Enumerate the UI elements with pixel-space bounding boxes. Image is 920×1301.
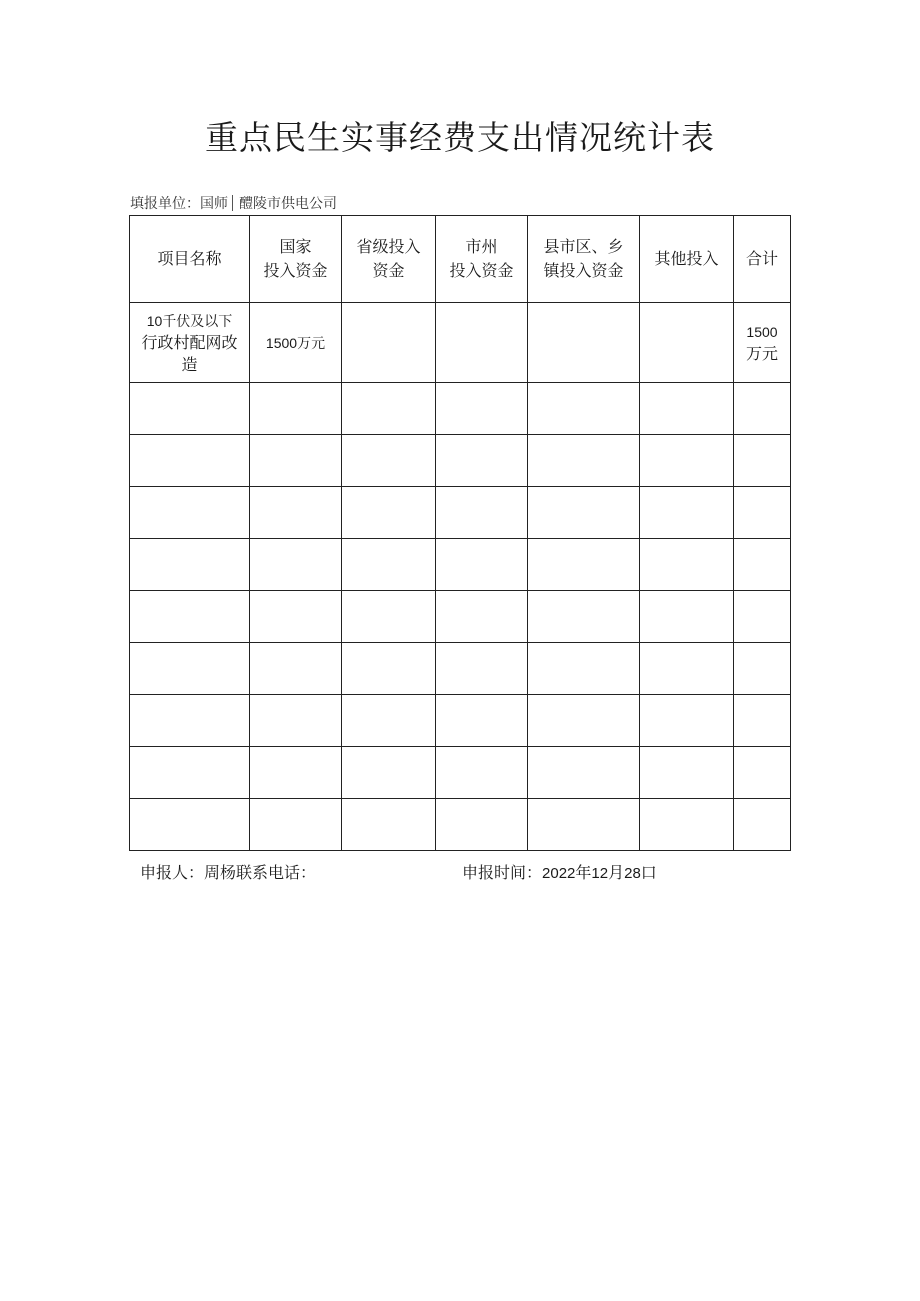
empty-cell xyxy=(528,487,640,539)
empty-cell xyxy=(528,591,640,643)
empty-cell xyxy=(342,539,436,591)
table-row xyxy=(130,747,791,799)
table-header-row xyxy=(130,216,791,303)
reporting-unit xyxy=(130,193,337,213)
empty-cell xyxy=(342,799,436,851)
reporting-unit-name: 醴陵市供电公司 xyxy=(239,196,337,212)
empty-cell xyxy=(528,695,640,747)
empty-cell xyxy=(436,539,528,591)
header-total: 合计 xyxy=(734,216,791,303)
table-row xyxy=(130,487,791,539)
table-row xyxy=(130,539,791,591)
cell-total: 1500 万元 xyxy=(734,303,791,383)
empty-cell xyxy=(640,487,734,539)
empty-cell xyxy=(436,747,528,799)
table-row xyxy=(130,799,791,851)
empty-cell xyxy=(734,539,791,591)
header-project-name: 项目名称 xyxy=(130,216,250,303)
empty-cell xyxy=(342,591,436,643)
report-date-label: 申报时间： xyxy=(462,863,543,882)
table-row xyxy=(130,303,791,383)
empty-cell xyxy=(528,435,640,487)
empty-cell xyxy=(130,487,250,539)
empty-cell xyxy=(640,695,734,747)
empty-cell xyxy=(436,695,528,747)
empty-cell xyxy=(250,591,342,643)
reporting-unit-label: 填报单位：国师 xyxy=(130,196,228,212)
header-national-funds: 国家 投入资金 xyxy=(250,216,342,303)
empty-cell xyxy=(250,383,342,435)
table-row xyxy=(130,435,791,487)
cell-county-funds xyxy=(528,303,640,383)
report-year-unit: 年 xyxy=(575,863,592,882)
empty-cell xyxy=(436,487,528,539)
empty-cell xyxy=(130,383,250,435)
expense-table xyxy=(129,215,791,851)
header-provincial-funds: 省级投入 资金 xyxy=(342,216,436,303)
report-month-unit: 月 xyxy=(608,863,625,882)
empty-cell xyxy=(436,383,528,435)
empty-cell xyxy=(734,799,791,851)
table-row xyxy=(130,643,791,695)
header-city-funds: 市州 投入资金 xyxy=(436,216,528,303)
empty-cell xyxy=(130,435,250,487)
empty-cell xyxy=(436,643,528,695)
empty-cell xyxy=(734,383,791,435)
empty-cell xyxy=(734,643,791,695)
empty-cell xyxy=(250,539,342,591)
empty-cell xyxy=(130,747,250,799)
table-row xyxy=(130,383,791,435)
empty-cell xyxy=(130,539,250,591)
empty-cell xyxy=(342,435,436,487)
empty-cell xyxy=(250,695,342,747)
empty-cell xyxy=(640,435,734,487)
report-day: 28 xyxy=(624,865,641,882)
empty-cell xyxy=(342,747,436,799)
table-row xyxy=(130,695,791,747)
empty-cell xyxy=(130,643,250,695)
empty-cell xyxy=(528,383,640,435)
empty-cell xyxy=(250,487,342,539)
empty-cell xyxy=(342,695,436,747)
header-other-funds: 其他投入 xyxy=(640,216,734,303)
empty-cell xyxy=(640,591,734,643)
empty-cell xyxy=(734,591,791,643)
table-row xyxy=(130,591,791,643)
empty-cell xyxy=(250,643,342,695)
report-day-unit: 口 xyxy=(640,863,657,882)
empty-cell xyxy=(528,539,640,591)
page-title: 重点民生实事经费支出情况统计表 xyxy=(205,118,715,157)
empty-cell xyxy=(734,487,791,539)
empty-cell xyxy=(436,591,528,643)
cell-city-funds xyxy=(436,303,528,383)
cell-national-funds: 1500万元 xyxy=(250,303,342,383)
cell-other-funds xyxy=(640,303,734,383)
cell-provincial-funds xyxy=(342,303,436,383)
empty-cell xyxy=(640,799,734,851)
empty-cell xyxy=(734,695,791,747)
empty-cell xyxy=(528,643,640,695)
empty-cell xyxy=(528,799,640,851)
empty-cell xyxy=(436,799,528,851)
empty-cell xyxy=(436,435,528,487)
empty-cell xyxy=(130,695,250,747)
empty-cell xyxy=(130,799,250,851)
empty-cell xyxy=(250,435,342,487)
report-month: 12 xyxy=(591,865,609,882)
empty-cell xyxy=(734,435,791,487)
empty-cell xyxy=(342,383,436,435)
empty-cell xyxy=(250,747,342,799)
header-county-funds: 县市区、乡 镇投入资金 xyxy=(528,216,640,303)
reporter-line: 申报人：周杨联系电话： xyxy=(140,863,317,882)
empty-cell xyxy=(640,383,734,435)
empty-cell xyxy=(734,747,791,799)
report-year: 2022 xyxy=(542,865,576,882)
empty-cell xyxy=(342,487,436,539)
unit-separator xyxy=(232,195,233,211)
empty-cell xyxy=(130,591,250,643)
empty-cell xyxy=(528,747,640,799)
empty-cell xyxy=(640,643,734,695)
report-date xyxy=(462,860,657,883)
empty-cell xyxy=(640,539,734,591)
empty-cell xyxy=(342,643,436,695)
cell-project-name: 10千伏及以下 行政村配网改 造 xyxy=(130,303,250,383)
empty-cell xyxy=(640,747,734,799)
empty-cell xyxy=(250,799,342,851)
